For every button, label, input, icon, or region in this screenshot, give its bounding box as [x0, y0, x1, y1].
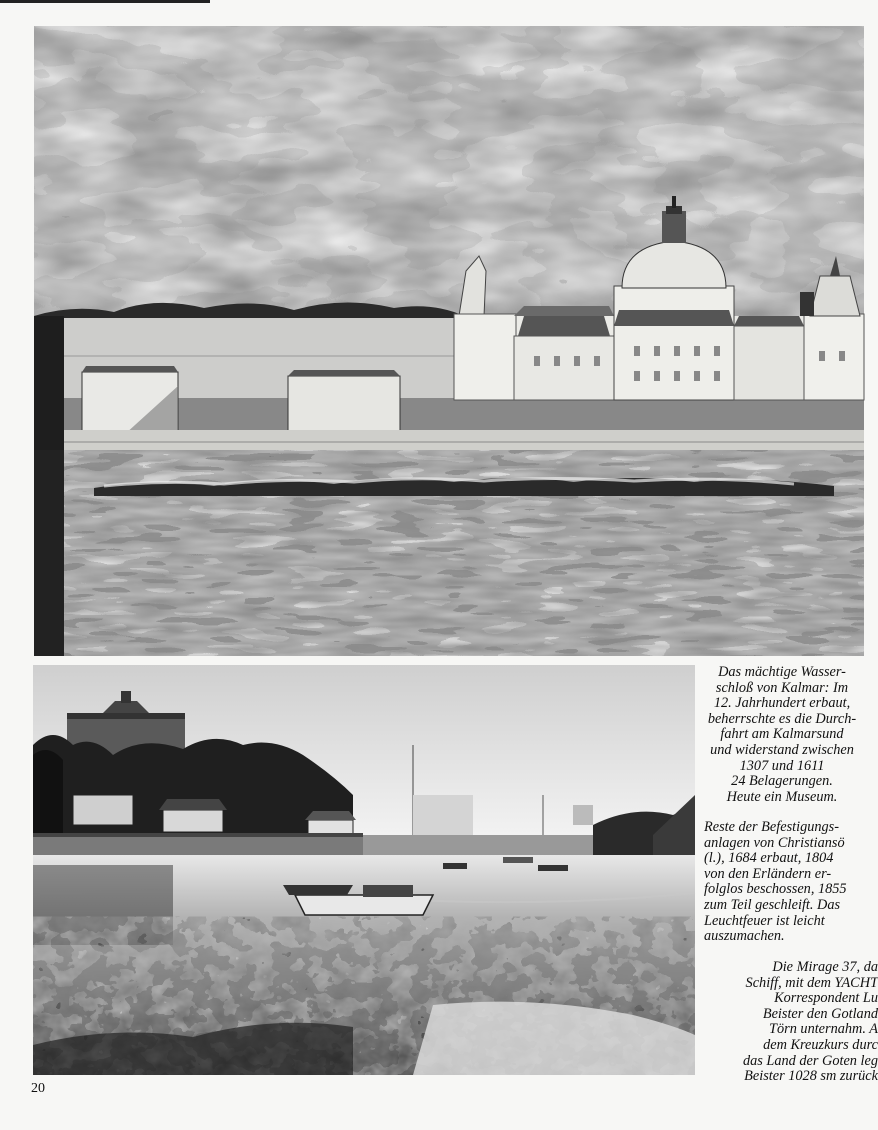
caption-kalmar-castle: Das mächtige Wasser- schloß von Kalmar: Im 12. Jahrhundert erbaut, beherrschte es die Durch- fahrt am Kalmarsund und widerstand zwischen 1307 und 1611 24 Belagerungen. Heute ein Museum. — [707, 664, 857, 805]
caption-mirage-37: Die Mirage 37, da Schiff, mit dem YACHT Korrespondent Lu Beister den Gotland Törn unternahm. A dem Kreuzkurs durc das Land der Goten leg Beister 1028 sm zurück — [742, 959, 878, 1085]
christiansoe-harbour-photo — [33, 665, 695, 1075]
page-number: 20 — [31, 1081, 45, 1096]
kalmar-castle-photo — [34, 26, 864, 656]
caption-christiansoe: Reste der Befestigungs- anlagen von Christiansö (l.), 1684 erbaut, 1804 von den Erländern er- folglos beschossen, 1855 zum Teil geschleift. Das Leuchtfeuer ist leicht auszumachen. — [704, 819, 847, 945]
top-rule — [0, 0, 210, 3]
